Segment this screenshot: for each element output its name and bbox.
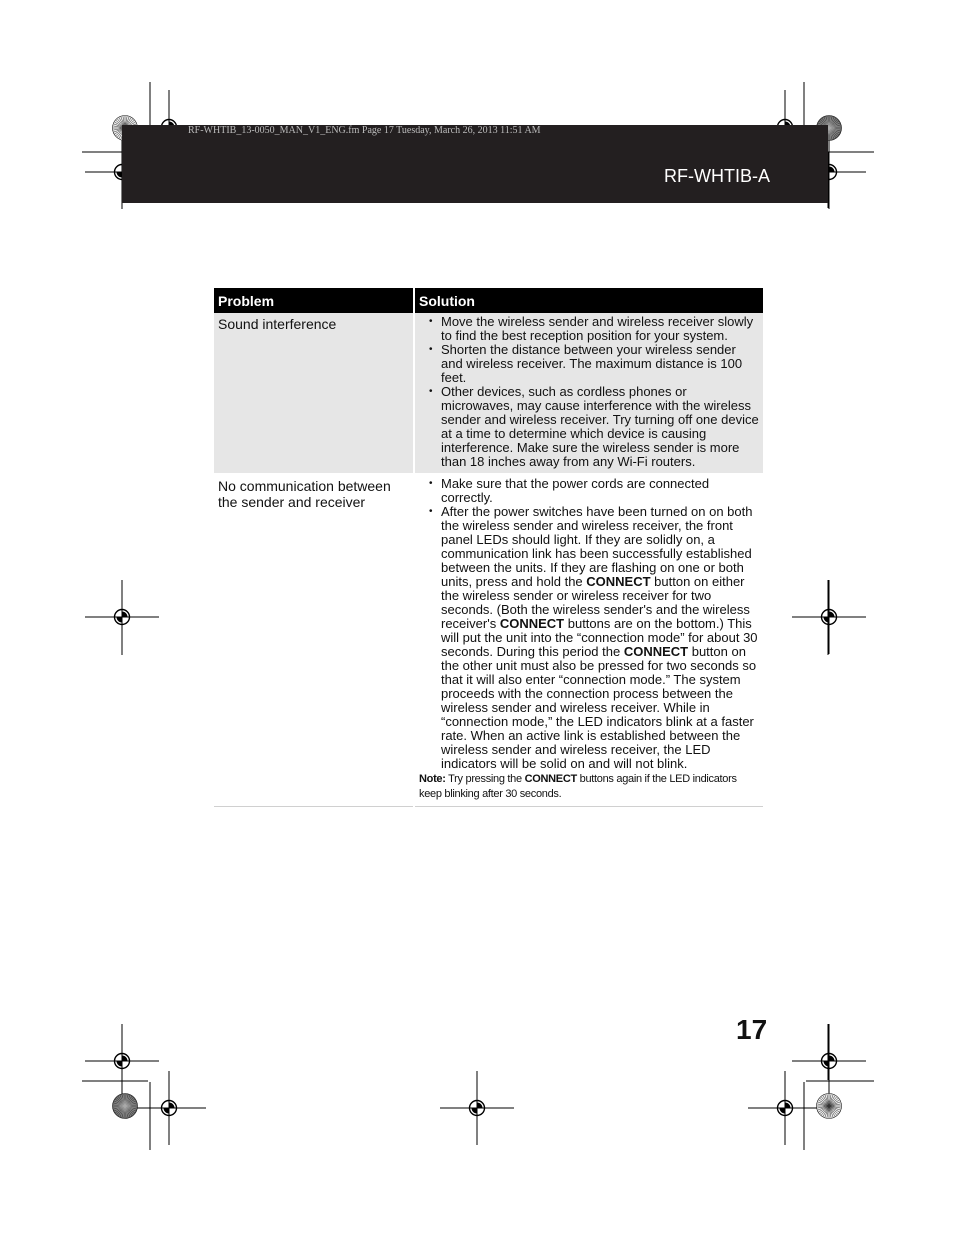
registration-target <box>477 1103 483 1109</box>
solution-cell <box>414 475 763 807</box>
problem-column-header: Problem <box>214 288 414 313</box>
connect-button-label: CONNECT <box>586 574 651 589</box>
connect-button-label: CONNECT <box>499 616 565 631</box>
problem-cell: No communication between the sender and receiver <box>214 475 414 807</box>
solution-bullet <box>419 343 759 385</box>
problem-cell: Sound interference <box>214 313 414 473</box>
header-bar <box>122 125 828 203</box>
bullet-text: After the power switches have been turned on on both the wireless sender and wireless receiver, the front panel LEDs should light. If they are solidly on, a communication link has been successfully established between the units. If they are flashing on one or both units, press and hold the <box>441 504 753 589</box>
registration-target <box>824 1061 830 1067</box>
registration-target <box>785 1103 791 1109</box>
registration-target <box>829 167 835 173</box>
model-number-title: RF-WHTIB-A <box>664 166 770 186</box>
note-text: buttons again if the LED indicators keep blinking after 30 seconds. <box>419 773 737 800</box>
table-header-row <box>214 288 763 313</box>
registration-target <box>117 1061 123 1067</box>
registration-target <box>829 612 835 618</box>
registration-target <box>780 1108 786 1114</box>
registration-target <box>164 1108 170 1114</box>
solution-bullet <box>419 505 759 771</box>
registration-target <box>824 617 830 623</box>
table-row <box>214 313 763 473</box>
bullet-text: button on the other unit must also be pressed for two seconds so that it will also enter “connection mode.” The system proceeds with the connection process between the wireless sender and wireless receiver. While in “connection mode,” the LED indicators blink at a faster rate. When an active link is established between the wireless sender and wireless receiver, the LED indicators will be solid on and will not blink. <box>441 644 757 771</box>
print-slug: RF-WHTIB_13-0050_MAN_V1_ENG.fm Page 17 Tuesday, March 26, 2013 11:51 AM <box>188 125 541 136</box>
solution-bullet <box>419 315 759 343</box>
solution-list <box>419 477 759 771</box>
note-label: Note: <box>419 773 446 785</box>
solution-bullet <box>419 477 759 505</box>
bullet-text: Other devices, such as cordless phones or microwaves, may cause interference with the wireless sender and wireless receiver. Try turning off one device at a time to determine which device is causing interference. Make sure the wireless sender is more than 18 inches away from any Wi-Fi routers. <box>441 384 759 469</box>
note <box>419 772 759 802</box>
registration-target <box>169 1103 175 1109</box>
page-number: 17 <box>736 1014 768 1045</box>
troubleshooting-table <box>214 288 763 807</box>
registration-target <box>117 617 123 623</box>
solution-column-header: Solution <box>414 288 763 313</box>
bullet-text: Shorten the distance between your wireless sender and wireless receiver. The maximum distance is 100 feet. <box>441 342 743 385</box>
connect-button-label: CONNECT <box>623 644 689 659</box>
solution-bullet <box>419 385 759 469</box>
solution-list <box>419 315 759 469</box>
bullet-text: Make sure that the power cords are connected correctly. <box>441 476 710 505</box>
bullet-text: button on either the wireless sender or wireless receiver for two seconds. (Both the wireless sender's and the wireless receiver's <box>441 574 750 631</box>
bullet-text: buttons are on the bottom.) This will put the unit into the “connection mode” for about 30 seconds. During this period the <box>441 616 758 659</box>
table-row <box>214 475 763 807</box>
registration-target <box>122 612 128 618</box>
solution-cell <box>414 313 763 473</box>
bullet-text: Move the wireless sender and wireless receiver slowly to find the best reception position for your system. <box>441 314 754 343</box>
connect-button-label: CONNECT <box>524 773 577 785</box>
registration-target <box>122 1056 128 1062</box>
note-text: Try pressing the <box>445 773 525 785</box>
registration-target <box>829 1056 835 1062</box>
registration-target <box>472 1108 478 1114</box>
